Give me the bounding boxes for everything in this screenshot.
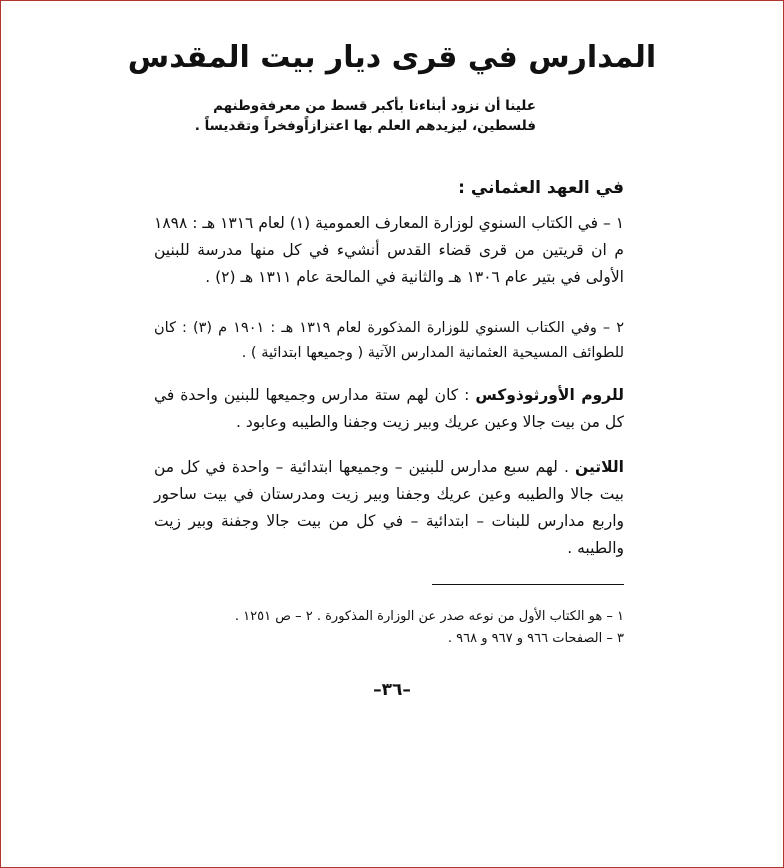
epigraph-line-1: علينا أن نزود أبناءنا بأكبر قسط من معرفةوطنهم xyxy=(213,98,536,114)
paragraph-latin-text: . لهم سبع مدارس للبنين – وجميعها ابتدائية – واحدة في كل من بيت جالا والطيبه وعين عريك وجفنا وبير زيت ومدرستان في بيت ساحور واربع مدارس للبنات – ابتدائية – في كل من بيت جالا وجفنة وبير زيت والطيبه . xyxy=(154,458,624,557)
footnotes xyxy=(154,606,624,650)
paragraph-orthodox-text: : كان لهم ستة مدارس وجميعها للبنين واحدة في كل من بيت جالا وعين عريك وبير زيت وجفنا والطيبه وعابود . xyxy=(154,386,624,431)
page-number: –٣٦– xyxy=(373,680,411,700)
paragraph-1 xyxy=(154,210,624,291)
paragraph-latin-lead: اللاتين xyxy=(575,458,624,476)
page-title: المدارس في قرى ديار بيت المقدس xyxy=(127,40,657,75)
paragraph-orthodox-lead: للروم الأورثوذوكس xyxy=(475,386,624,404)
epigraph xyxy=(136,96,536,136)
paragraph-latin xyxy=(154,454,624,562)
paragraph-1-text: ١ – في الكتاب السنوي لوزارة المعارف العمومية (١) لعام ١٣١٦ هـ : ١٨٩٨ م ان قريتين من قرى قضاء القدس أنشيء في كل منها مدرسة للبنين الأولى في بتير عام ١٣٠٦ هـ والثانية في المالحة عام ١٣١١ هـ (٢) . xyxy=(154,214,625,286)
paragraph-2-text: ٢ – وفي الكتاب السنوي للوزارة المذكورة لعام ١٣١٩ هـ : ١٩٠١ م (٣) : كان للطوائف المسيحية العثمانية المدارس الآتية ( وجميعها ابتدائية ) . xyxy=(154,320,625,361)
footnote-2: ٣ – الصفحات ٩٦٦ و ٩٦٧ و ٩٦٨ . xyxy=(447,631,624,646)
paragraph-2 xyxy=(154,316,624,366)
section-heading: في العهد العثماني : xyxy=(458,178,624,198)
footnote-divider xyxy=(432,584,624,585)
footnote-1: ١ – هو الكتاب الأول من نوعه صدر عن الوزارة المذكورة . ٢ – ص ١٢٥١ . xyxy=(234,609,624,624)
epigraph-line-2: فلسطين، ليزيدهم العلم بها اعتزازاًوفخراً وتقديساً . xyxy=(194,118,536,134)
paragraph-orthodox xyxy=(154,382,624,436)
